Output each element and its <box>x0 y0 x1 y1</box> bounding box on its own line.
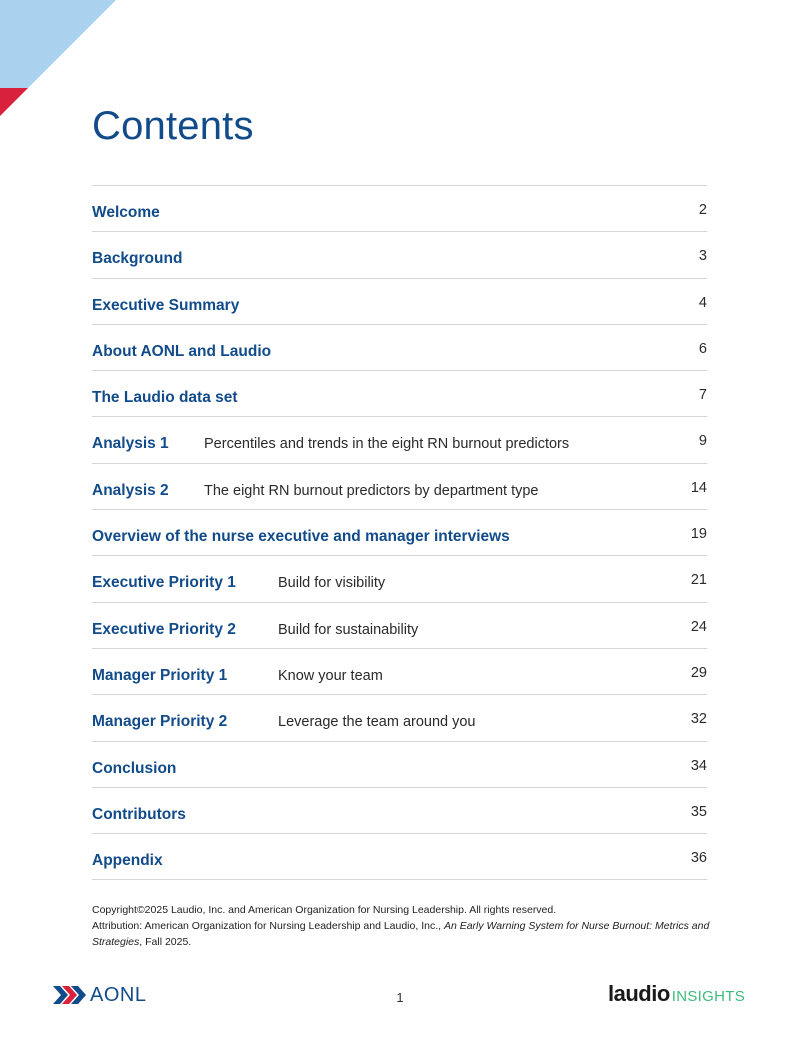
toc-page-number: 6 <box>698 340 707 357</box>
toc-page-number: 21 <box>690 572 707 589</box>
toc-row-welcome[interactable] <box>92 186 707 232</box>
toc-description: Percentiles and trends in the eight RN burnout predictors <box>204 436 570 453</box>
toc-label[interactable]: Analysis 2 <box>92 481 169 499</box>
toc-label[interactable]: Manager Priority 1 <box>92 666 228 684</box>
toc-description: Know your team <box>278 667 383 684</box>
toc-row-analysis-2[interactable] <box>92 464 707 510</box>
table-of-contents <box>92 185 707 880</box>
toc-row-contributors[interactable] <box>92 788 707 834</box>
insights-logo-text: INSIGHTS <box>671 988 746 1005</box>
toc-label[interactable]: Contributors <box>92 805 186 823</box>
toc-label[interactable]: Conclusion <box>92 759 177 777</box>
toc-label[interactable]: Executive Priority 1 <box>92 574 236 592</box>
toc-label[interactable]: Manager Priority 2 <box>92 713 228 731</box>
toc-label[interactable]: Appendix <box>92 852 163 870</box>
toc-label[interactable]: About AONL and Laudio <box>92 342 272 360</box>
toc-description: The eight RN burnout predictors by department type <box>204 482 539 499</box>
toc-page-number: 4 <box>698 294 707 311</box>
toc-row-executive-summary[interactable] <box>92 279 707 325</box>
toc-row-data-set[interactable] <box>92 371 707 417</box>
attribution-prefix: Attribution: American Organization for Nursing Leadership and Laudio, Inc., <box>92 920 444 932</box>
toc-row-background[interactable] <box>92 232 707 278</box>
toc-description: Build for sustainability <box>278 621 419 638</box>
toc-page-number: 32 <box>690 711 707 728</box>
toc-page-number: 24 <box>690 618 707 635</box>
toc-row-manager-priority-1[interactable] <box>92 649 707 695</box>
page-title: Contents <box>92 104 254 148</box>
toc-label[interactable]: The Laudio data set <box>92 389 238 407</box>
toc-label[interactable]: Executive Priority 2 <box>92 620 236 638</box>
attribution-title: An Early Warning System for Nurse Burnout: Metrics and Strategies <box>92 920 710 948</box>
toc-page-number: 19 <box>690 526 707 543</box>
attribution-suffix: , Fall 2025. <box>139 936 192 948</box>
toc-page-number: 3 <box>698 248 707 265</box>
toc-row-conclusion[interactable] <box>92 742 707 788</box>
toc-label[interactable]: Welcome <box>92 204 160 221</box>
toc-row-analysis-1[interactable] <box>92 417 707 463</box>
toc-row-manager-priority-2[interactable] <box>92 695 707 741</box>
toc-label[interactable]: Executive Summary <box>92 296 240 314</box>
toc-page-number: 7 <box>698 387 707 404</box>
toc-page-number: 29 <box>690 664 707 681</box>
page-number: 1 <box>396 990 404 1005</box>
toc-page-number: 36 <box>690 850 707 867</box>
toc-row-interviews-overview[interactable] <box>92 510 707 556</box>
toc-page-number: 9 <box>698 433 707 450</box>
corner-decoration <box>0 0 120 120</box>
toc-label[interactable]: Analysis 1 <box>92 435 169 453</box>
aonl-logo-text: AONL <box>90 983 147 1006</box>
toc-page-number: 35 <box>690 803 707 820</box>
laudio-logo-text: laudio <box>608 981 670 1006</box>
copyright-line: Copyright©2025 Laudio, Inc. and American Organization for Nursing Leadership. All rights reserved. <box>92 904 557 916</box>
toc-row-appendix[interactable] <box>92 834 707 880</box>
toc-label[interactable]: Overview of the nurse executive and manager interviews <box>92 528 510 546</box>
attribution-line <box>92 918 712 950</box>
toc-page-number: 14 <box>690 479 707 496</box>
laudio-insights-logo <box>608 981 745 1007</box>
toc-row-about[interactable] <box>92 325 707 371</box>
toc-page-number: 2 <box>698 202 707 218</box>
toc-description: Build for visibility <box>278 575 386 592</box>
toc-description: Leverage the team around you <box>278 714 476 731</box>
toc-page-number: 34 <box>690 757 707 774</box>
copyright-notice <box>92 902 712 950</box>
toc-row-executive-priority-1[interactable] <box>92 556 707 602</box>
toc-row-executive-priority-2[interactable] <box>92 603 707 649</box>
toc-label[interactable]: Background <box>92 250 183 268</box>
